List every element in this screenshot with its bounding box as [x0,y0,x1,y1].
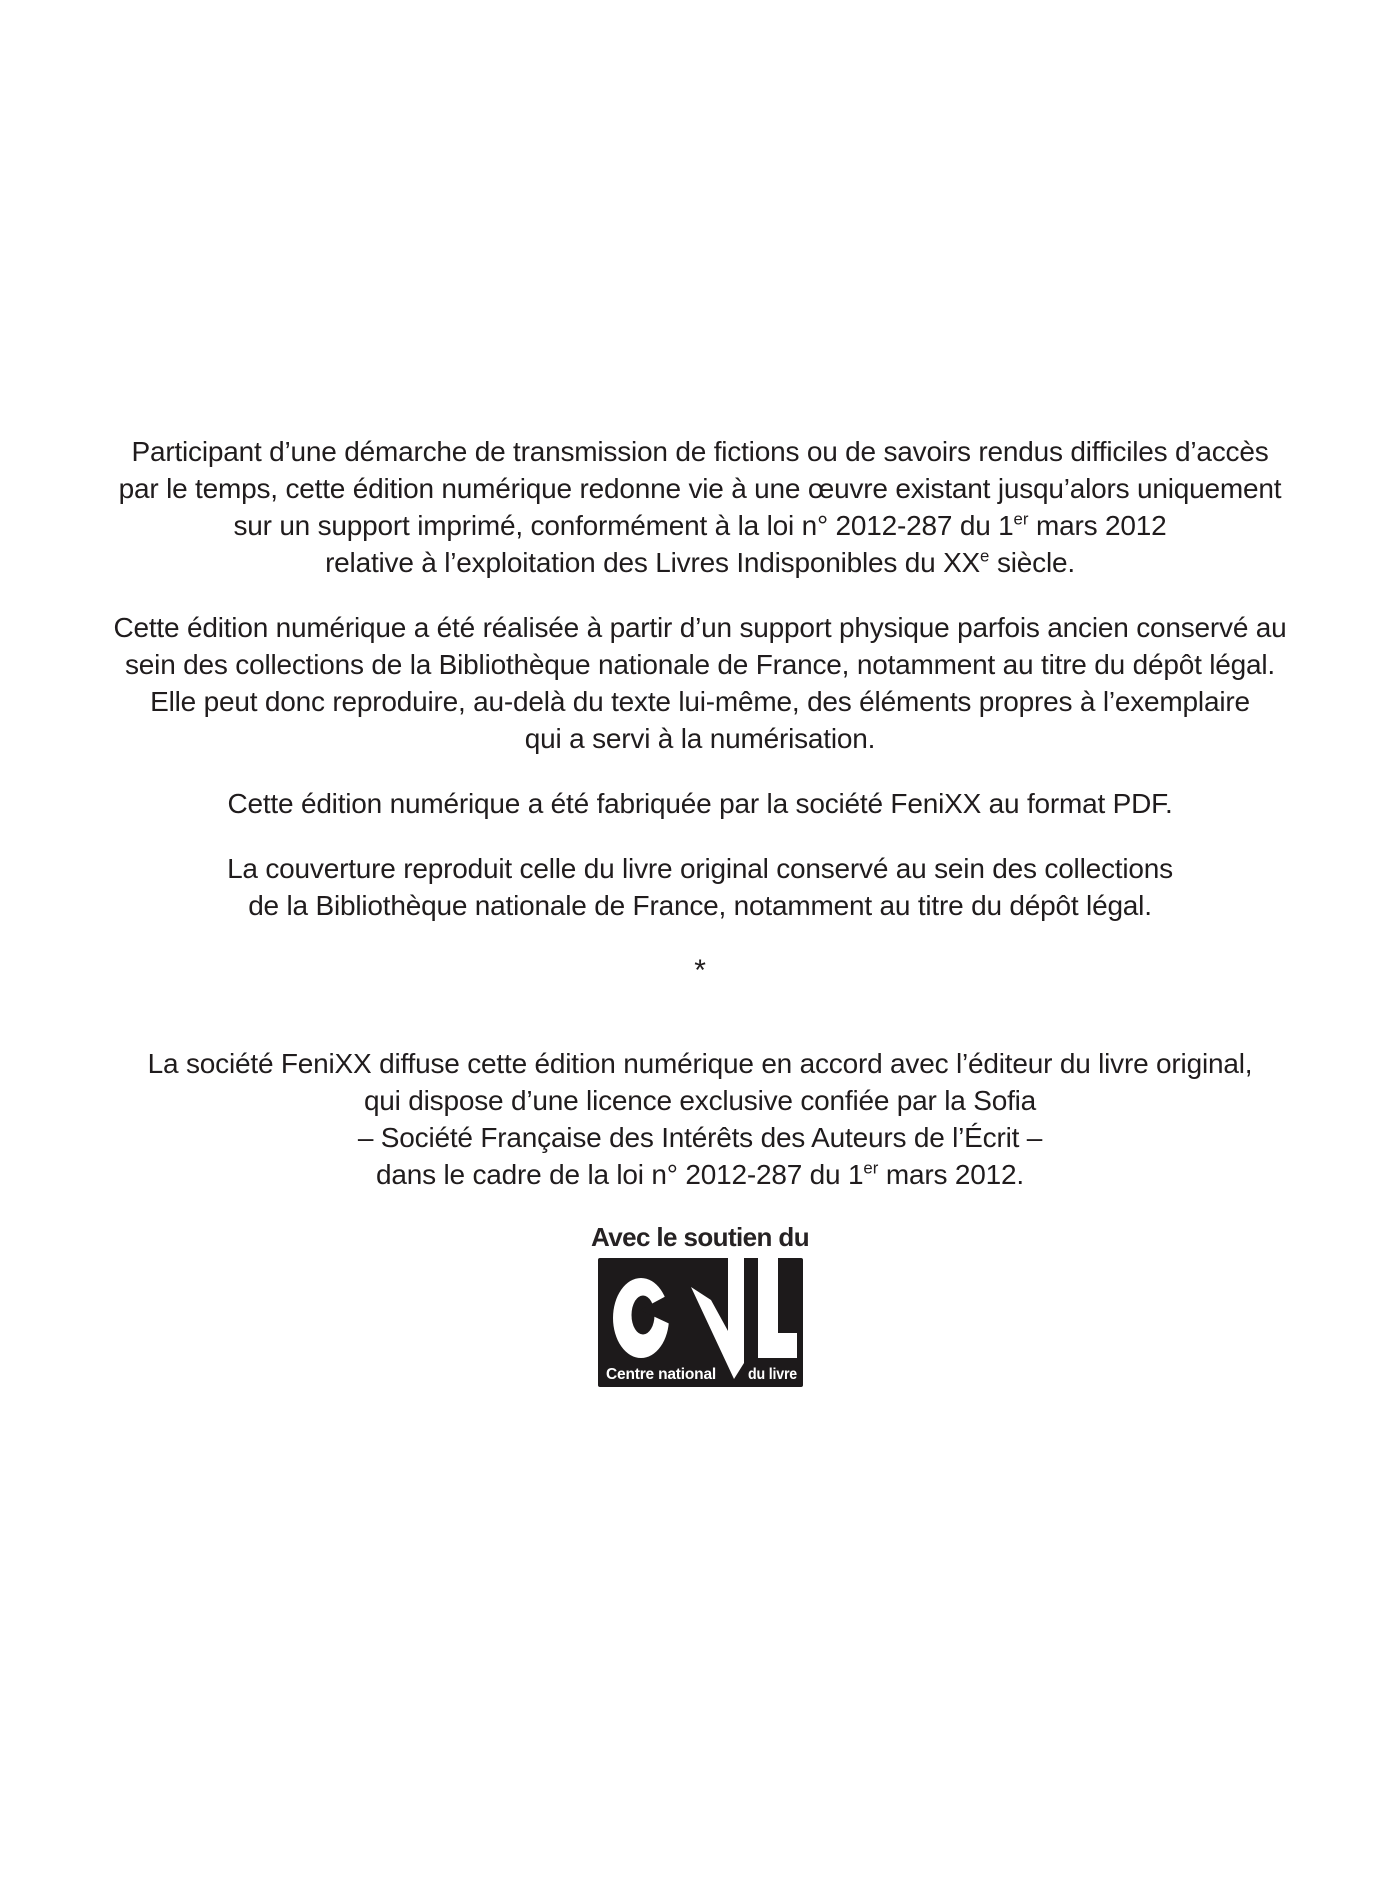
paragraph [0,785,1400,822]
text-line [0,683,1400,720]
notice-text-blocks [0,433,1400,1193]
text-line [0,785,1400,822]
logo-caption-left: Centre national [605,1366,716,1383]
superscript-segment: er [1013,509,1029,529]
cnl-logo [598,1258,803,1387]
paragraph [0,433,1400,581]
text-segment: relative à l’exploitation des Livres Indisponibles du XX [325,547,981,578]
text-segment: Elle peut donc reproduire, au-delà du texte lui-même, des éléments propres à l’exemplaire [150,686,1250,717]
text-segment: – Société Française des Intérêts des Auteurs de l’Écrit – [357,1122,1043,1153]
text-segment: Cette édition numérique a été fabriquée par la société FeniXX au format PDF. [227,788,1173,819]
text-line [0,1045,1400,1082]
text-line [0,646,1400,683]
paragraph [0,850,1400,924]
superscript-segment: er [863,1158,879,1178]
text-segment: sur un support imprimé, conformément à la loi n° 2012-287 du 1 [233,510,1014,541]
logo-support-text: Avec le soutien du [591,1222,809,1252]
text-line [0,507,1400,544]
text-line [0,720,1400,757]
text-segment: dans le cadre de la loi n° 2012-287 du 1 [376,1159,864,1190]
separator-asterisk: * [694,954,706,987]
text-line [0,544,1400,581]
text-line [0,1156,1400,1193]
superscript-segment: e [980,546,990,566]
text-segment: La société FeniXX diffuse cette édition numérique en accord avec l’éditeur du livre original, [147,1048,1253,1079]
text-segment: de la Bibliothèque nationale de France, notamment au titre du dépôt légal. [248,890,1152,921]
text-segment: mars 2012. [878,1159,1024,1190]
text-segment: Cette édition numérique a été réalisée à partir d’un support physique parfois ancien conservé au [113,612,1287,643]
cnl-logo-section [0,1221,1400,1387]
text-line [0,433,1400,470]
text-segment: siècle. [989,547,1075,578]
text-line [0,850,1400,887]
text-line [0,609,1400,646]
text-segment: qui a servi à la numérisation. [524,723,876,754]
text-line [0,887,1400,924]
paragraph [0,1045,1400,1193]
logo-caption-right: du livre [747,1366,798,1383]
text-segment: mars 2012 [1028,510,1167,541]
text-line [0,1082,1400,1119]
text-segment: Participant d’une démarche de transmission de fictions ou de savoirs rendus difficiles d’accès [131,436,1269,467]
text-segment: sein des collections de la Bibliothèque nationale de France, notamment au titre du dépôt légal. [125,649,1275,680]
text-segment: par le temps, cette édition numérique redonne vie à une œuvre existant jusqu’alors uniquement [118,473,1282,504]
text-segment: La couverture reproduit celle du livre original conservé au sein des collections [227,853,1173,884]
text-segment: qui dispose d’une licence exclusive confiée par la Sofia [363,1085,1037,1116]
paragraph [0,609,1400,757]
text-line [0,1119,1400,1156]
text-line [0,470,1400,507]
